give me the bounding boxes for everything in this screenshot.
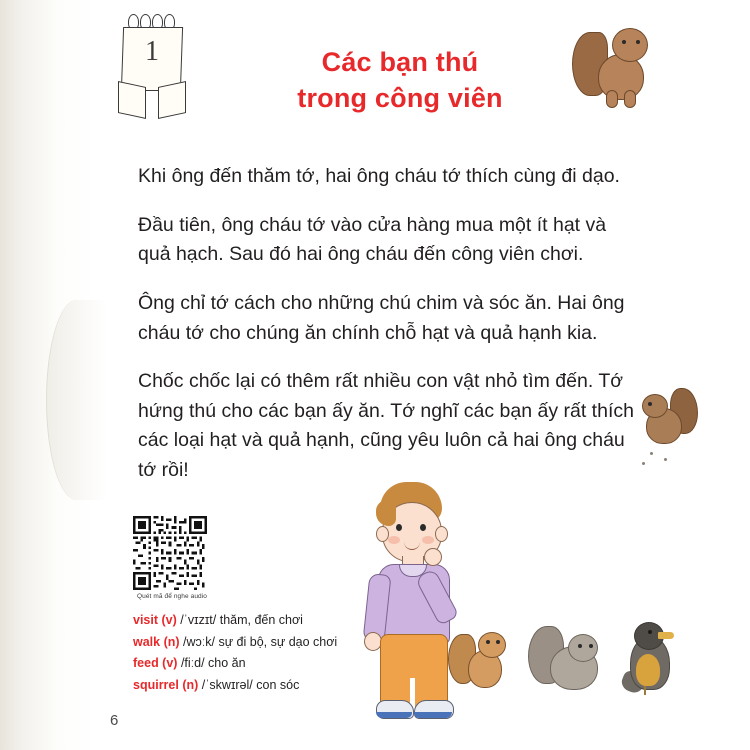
- bird-illustration: [620, 614, 690, 696]
- bird-leg: [644, 686, 646, 695]
- squirrel-top-right-illustration: [572, 24, 660, 110]
- vocab-meaning: sự đi bộ, sự dạo chơi: [218, 634, 338, 649]
- calendar-day-number: 1: [145, 36, 159, 67]
- vocab-word: visit (v): [133, 613, 177, 627]
- calendar-stand: [114, 84, 190, 118]
- vocab-ipa: /ˈvɪzɪt/: [180, 613, 217, 627]
- boy-eye-right: [420, 524, 426, 531]
- page-title: [250, 45, 550, 117]
- page-title-line-1: Các bạn thú: [321, 47, 479, 77]
- boy-ear-right: [435, 526, 448, 542]
- boy-eye-left: [396, 524, 402, 531]
- calendar-illustration: [108, 14, 204, 124]
- page-curl: [46, 300, 107, 500]
- page-spine-shadow: [0, 0, 96, 750]
- audio-qr-block[interactable]: [133, 516, 211, 600]
- page-number: 6: [110, 712, 119, 729]
- vocab-meaning: cho ăn: [208, 656, 246, 670]
- crumb: [664, 458, 667, 461]
- vocab-word: feed (v): [133, 656, 178, 670]
- qr-caption: Quét mã để nghe audio: [136, 593, 208, 600]
- vocab-word: walk (n): [133, 634, 180, 649]
- squirrel-middle-right-illustration: [640, 386, 700, 448]
- vocab-ipa: /ˈskwɪrəl/: [201, 677, 253, 692]
- boy-sole-right: [414, 712, 452, 718]
- squirrel-bottom-orange-illustration: [448, 628, 512, 694]
- story-paragraph-4: Chốc chốc lại có thêm rất nhiều con vật nhỏ tìm đến. Tớ hứng thú cho các bạn ấy ăn. Tớ nghĩ các bạn ấy rất thích các loại hạt và quả hạnh, cũng yêu luôn cả hai ông cháu tớ rồi!: [138, 370, 634, 481]
- vocab-ipa: /fiːd/: [180, 656, 205, 670]
- vocab-word: squirrel (n): [133, 677, 199, 692]
- bird-eye: [648, 630, 652, 634]
- boy-sole-left: [376, 712, 412, 718]
- boy-hand-right: [424, 548, 442, 566]
- boy-cheek-right: [422, 536, 434, 544]
- vocab-ipa: /wɔːk/: [183, 634, 215, 649]
- qr-code-icon[interactable]: [133, 516, 207, 590]
- vocab-meaning: con sóc: [256, 677, 300, 692]
- story-paragraph-1: Khi ông đến thăm tớ, hai ông cháu tớ thích cùng đi dạo.: [138, 165, 620, 187]
- boy-hair-fringe: [376, 500, 396, 526]
- bird-belly: [636, 654, 660, 686]
- squirrel-bottom-grey-illustration: [528, 626, 604, 696]
- boy-cheek-left: [388, 536, 400, 544]
- story-paragraph-3: Ông chỉ tớ cách cho những chú chim và sóc ăn. Hai ông cháu tớ cho chúng ăn chính chỗ hạt và quả hạnh kia.: [138, 291, 625, 344]
- crumb: [650, 452, 653, 455]
- story-paragraph-2: Đầu tiên, ông cháu tớ vào cửa hàng mua một ít hạt và quả hạch. Sau đó hai ông cháu đến công viên chơi.: [138, 213, 607, 266]
- bird-beak: [658, 632, 674, 639]
- vocab-meaning: thăm, đến chơi: [219, 613, 303, 627]
- crumb: [642, 462, 645, 465]
- page-title-line-2: trong công viên: [297, 82, 503, 113]
- story-body: [138, 162, 643, 505]
